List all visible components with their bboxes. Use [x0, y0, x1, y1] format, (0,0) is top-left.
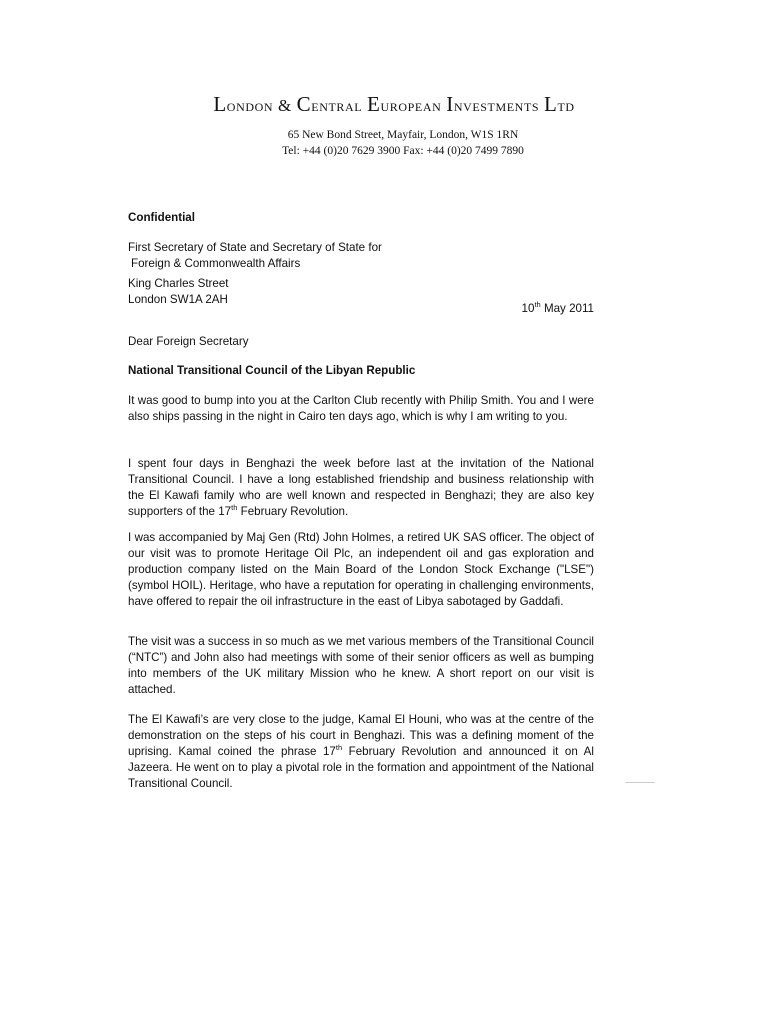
company-name: London & Central European Investments Ltd — [213, 92, 575, 116]
recipient-line-2: Foreign & Commonwealth Affairs — [131, 257, 301, 270]
recipient-line-4: London SW1A 2AH — [128, 293, 228, 306]
paragraph-1: It was good to bump into you at the Carlton Club recently with Philip Smith. You and I were also ships passing in the night in Cairo ten days ago, which is why I am writing to you. — [128, 394, 594, 423]
letterhead — [0, 92, 768, 159]
paragraph-2: I spent four days in Benghazi the week before last at the invitation of the National Transitional Council. I have a long established friendship and business relationship with the El Kawafi family who are well known and respected in Benghazi; they are also key supporters of the 17th February Revolution. — [128, 457, 594, 518]
subject-line: National Transitional Council of the Libyan Republic — [128, 364, 416, 377]
paragraph-5: The El Kawafi’s are very close to the judge, Kamal El Houni, who was at the centre of the demonstration on the steps of his court in Benghazi. This was a defining moment of the uprising. Kamal coined the phrase 17th February Revolution and announced it on Al Jazeera. He went on to play a pivotal role in the formation and appointment of the National Transitional Council. — [128, 713, 594, 790]
company-address: 65 New Bond Street, Mayfair, London, W1S 1RN — [287, 129, 519, 141]
recipient-line-1: First Secretary of State and Secretary of State for — [128, 241, 382, 254]
recipient-address — [128, 240, 594, 308]
salutation: Dear Foreign Secretary — [128, 335, 249, 348]
paragraph-3: I was accompanied by Maj Gen (Rtd) John Holmes, a retired UK SAS officer. The object of our visit was to promote Heritage Oil Plc, an independent oil and gas exploration and production company listed on the Main Board of the London Stock Exchange ("LSE") (symbol HOIL). Heritage, who have a reputation for operating in challenging environments, have offered to repair the oil infrastructure in the east of Libya sabotaged by Gaddafi. — [128, 531, 594, 608]
recipient-line-3: King Charles Street — [128, 277, 229, 290]
paragraph-4: The visit was a success in so much as we met various members of the Transitional Council (“NTC”) and John also had meetings with some of their senior officers as well as bumping into members of the UK military Mission who he knew. A short report on our visit is attached. — [128, 635, 594, 696]
scan-mark — [625, 782, 655, 783]
company-address-block — [38, 127, 768, 159]
company-contact: Tel: +44 (0)20 7629 3900 Fax: +44 (0)20 7499 7890 — [282, 145, 524, 157]
letter-date: 10th May 2011 — [521, 300, 594, 315]
confidential-marking: Confidential — [128, 211, 195, 224]
